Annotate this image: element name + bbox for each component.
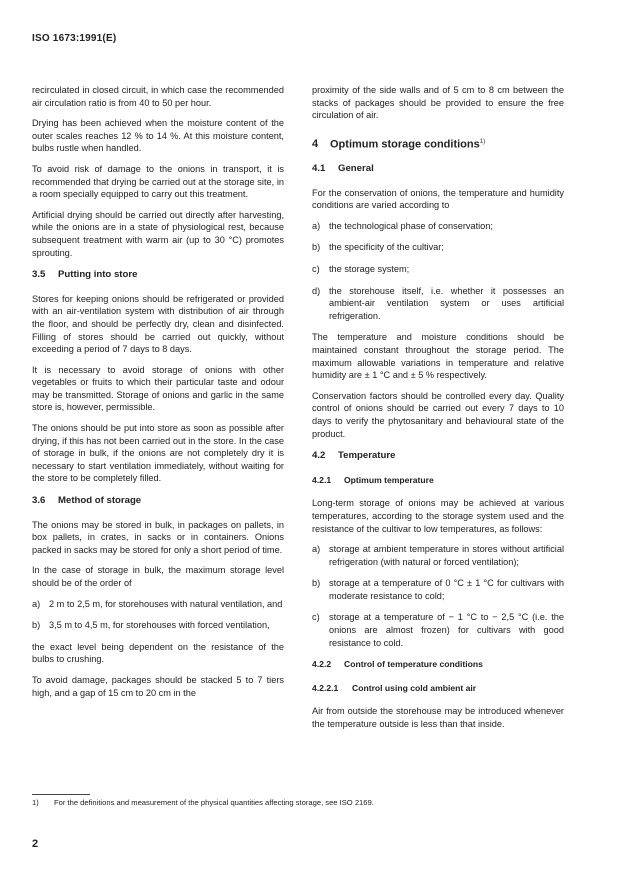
left-column xyxy=(32,84,284,707)
section-heading-4-2-1 xyxy=(312,474,564,487)
paragraph: Artificial drying should be carried out directly after harvesting, while the onions are in a state of physiological rest, because subsequent treatment with warm air (up to 30 °C) promotes sprouting. xyxy=(32,209,284,258)
list-text: the specificity of the cultivar; xyxy=(329,242,444,253)
footnote xyxy=(32,798,374,807)
section-number: 4.2.2 xyxy=(312,659,332,670)
section-heading-4 xyxy=(312,136,564,151)
list-text: 3,5 m to 4,5 m, for storehouses with forced ventilation, xyxy=(49,620,270,631)
paragraph: It is necessary to avoid storage of onions with other vegetables or fruits to which their particular taste and odour may be transmitted. Storage of onions and garlic in the same store is, however, permissible. xyxy=(32,364,284,413)
footnote-divider xyxy=(32,794,90,795)
paragraph: the exact level being dependent on the resistance of the bulbs to crushing. xyxy=(32,641,284,665)
list-item xyxy=(312,577,564,602)
paragraph: The onions may be stored in bulk, in packages on pallets, in box pallets, in crates, in sacks or in containers. Onions packed in sacks may be stored for only a short period of time. xyxy=(32,519,284,555)
list-marker: a) xyxy=(312,544,321,555)
section-title: Optimum storage conditions xyxy=(330,138,480,151)
section-number: 4.2.2.1 xyxy=(312,682,339,693)
list-item xyxy=(32,619,284,632)
right-column xyxy=(312,84,564,739)
list-item xyxy=(312,263,564,276)
section-heading-3-5 xyxy=(32,269,284,282)
section-number: 4.2.1 xyxy=(312,474,332,485)
section-heading-4-2 xyxy=(312,450,564,463)
section-heading-4-1 xyxy=(312,163,564,176)
section-number: 3.6 xyxy=(32,495,46,507)
list-text: the storage system; xyxy=(329,264,410,274)
list-marker: b) xyxy=(32,620,41,631)
paragraph: For the conservation of onions, the temperature and humidity conditions are varied according to xyxy=(312,187,564,211)
section-title: General xyxy=(338,163,374,175)
section-title: Control of temperature conditions xyxy=(344,659,483,670)
list-item xyxy=(312,285,564,323)
list-marker: c) xyxy=(312,264,320,274)
list-text: 2 m to 2,5 m, for storehouses with natural ventilation, and xyxy=(49,598,283,609)
paragraph: In the case of storage in bulk, the maximum storage level should be of the order of xyxy=(32,565,284,588)
list-marker: a) xyxy=(32,598,41,609)
list-text: storage at a temperature of − 1 °C to − 2,5 °C (i.e. the onions are almost frozen) for cultivars with good resistance to cold. xyxy=(329,612,564,648)
footnote-text: For the definitions and measurement of the physical quantities affecting storage, see ISO 2169. xyxy=(54,798,374,807)
footnote-marker: 1) xyxy=(32,798,39,807)
paragraph: proximity of the side walls and of 5 cm to 8 cm between the stacks of packages should be provided to ensure the free circulation of air. xyxy=(312,85,564,121)
footnote-reference: 1) xyxy=(479,138,486,145)
section-title: Putting into store xyxy=(58,269,138,281)
paragraph: The onions should be put into store as soon as possible after drying, if this has not been carried out in the store. In the case of storage in bulk, if the onions are not completely dry it is necessary to start ventilation immediately, without waiting for the store to be completely filled. xyxy=(32,423,284,484)
paragraph: To avoid damage, packages should be stacked 5 to 7 tiers high, and a gap of 15 cm to 20 cm in the xyxy=(32,674,284,698)
paragraph: Air from outside the storehouse may be introduced whenever the temperature outside is less than that inside. xyxy=(312,706,564,730)
list-item xyxy=(32,598,284,611)
paragraph: Drying has been achieved when the moisture content of the outer scales reaches 12 % to 14 %. At this moisture content, bulbs rustle when handled. xyxy=(32,118,284,154)
section-number: 3.5 xyxy=(32,269,46,281)
section-heading-3-6 xyxy=(32,495,284,508)
list-text: storage at a temperature of 0 °C ± 1 °C for cultivars with moderate resistance to cold; xyxy=(329,578,564,601)
list-item xyxy=(312,220,564,233)
list-text: storage at ambient temperature in stores without artificial refrigeration (with natural or forced ventilation); xyxy=(329,544,564,567)
section-number: 4.2 xyxy=(312,450,326,462)
paragraph: recirculated in closed circuit, in which case the recommended air circulation ratio is from 40 to 50 per hour. xyxy=(32,85,284,108)
paragraph: Long-term storage of onions may be achieved at various temperatures, according to the storage system used and the resistance of the cultivar to low temperatures, as follows: xyxy=(312,498,564,534)
section-heading-4-2-2 xyxy=(312,658,564,671)
list-marker: b) xyxy=(312,578,321,589)
page-number: 2 xyxy=(32,838,39,850)
list-marker: d) xyxy=(312,285,321,296)
list-item xyxy=(312,543,564,568)
list-item xyxy=(312,611,564,649)
section-heading-4-2-2-1 xyxy=(312,682,564,695)
paragraph: To avoid risk of damage to the onions in transport, it is recommended that drying be carried out at the storage site, in a room specially equipped to carry out this treatment. xyxy=(32,163,284,200)
document-header: ISO 1673:1991(E) xyxy=(32,33,117,44)
section-number: 4 xyxy=(312,138,319,151)
section-title: Temperature xyxy=(338,450,396,462)
list-marker: b) xyxy=(312,242,321,253)
paragraph: Stores for keeping onions should be refrigerated or provided with an air-ventilation system with distribution of air through the floor, and should be perfectly dry, clean and disinfected. Filling of stores should be carried out quickly, without exceeding a period of 7 days to 8 days. xyxy=(32,293,284,355)
paragraph: The temperature and moisture conditions should be maintained constant throughout the storage period. The maximum allowable variations in temperature and relative humidity are ± 1 °C and ± 5 % respectively. xyxy=(312,332,564,381)
section-title: Optimum temperature xyxy=(344,474,434,485)
list-marker: c) xyxy=(312,612,320,623)
list-text: the storehouse itself, i.e. whether it possesses an ambient-air ventilation system or uses artificial refrigeration. xyxy=(329,285,564,321)
list-text: the technological phase of conservation; xyxy=(329,220,493,231)
list-item xyxy=(312,241,564,254)
section-title: Method of storage xyxy=(58,495,142,507)
paragraph: Conservation factors should be controlled every day. Quality control of onions should be carried out every 7 days to 10 days to verify the phytosanitary and behavioural state of the product. xyxy=(312,390,564,439)
list-marker: a) xyxy=(312,220,321,231)
section-number: 4.1 xyxy=(312,163,326,175)
section-title: Control using cold ambient air xyxy=(352,682,477,693)
